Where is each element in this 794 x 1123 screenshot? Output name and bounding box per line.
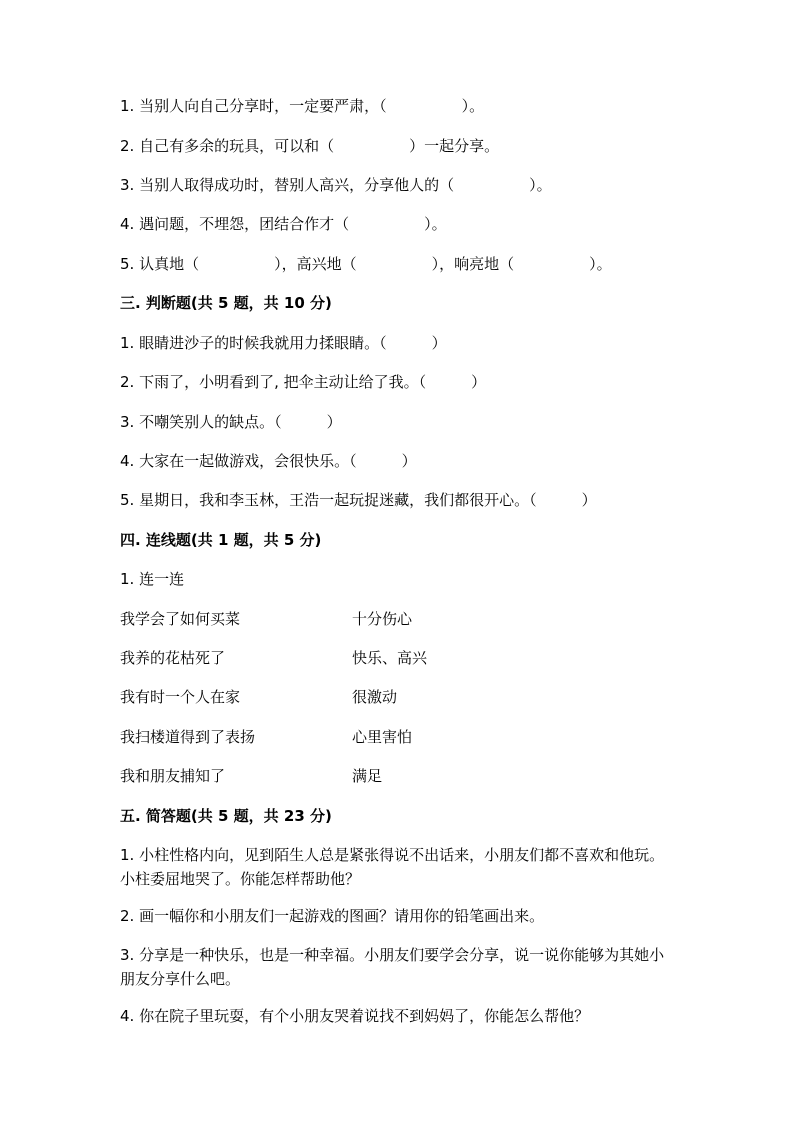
judge-item-4: 4. 大家在一起做游戏，会很快乐。（ ） (120, 452, 417, 470)
match-left-5: 我和朋友捕知了 (120, 767, 226, 785)
fill-in-item-3: 3. 当别人取得成功时，替别人高兴，分享他人的（ ）。 (120, 176, 552, 194)
match-left-2: 我养的花枯死了 (120, 649, 226, 667)
match-left-1: 我学会了如何买菜 (120, 610, 241, 628)
fill-in-item-2: 2. 自己有多余的玩具，可以和（ ）一起分享。 (120, 137, 500, 155)
short-answer-1: 1. 小柱性格内向，见到陌生人总是紧张得说不出话来，小朋友们都不喜欢和他玩。小柱委屈地哭了。你能怎样帮助他？ (120, 846, 665, 888)
short-answer-2: 2. 画一幅你和小朋友们一起游戏的图画？请用你的铅笔画出来。 (120, 907, 545, 925)
fill-in-item-5: 5. 认真地（ ），高兴地（ ），响亮地（ ）。 (120, 255, 612, 273)
section-5-title: 五. 简答题(共 5 题，共 23 分) (120, 807, 332, 825)
match-right-3: 很激动 (352, 688, 398, 706)
section-4-title: 四. 连线题(共 1 题，共 5 分) (120, 531, 322, 549)
match-left-3: 我有时一个人在家 (120, 688, 241, 706)
match-right-4: 心里害怕 (352, 728, 413, 746)
short-answer-4: 4. 你在院子里玩耍，有个小朋友哭着说找不到妈妈了，你能怎么帮他？ (120, 1007, 590, 1025)
match-question: 1. 连一连 (120, 570, 185, 588)
judge-item-5: 5. 星期日，我和李玉林，王浩一起玩捉迷藏，我们都很开心。（ ） (120, 491, 597, 509)
fill-in-item-4: 4. 遇问题，不埋怨，团结合作才（ ）。 (120, 215, 447, 233)
short-answer-3: 3. 分享是一种快乐，也是一种幸福。小朋友们要学会分享，说一说你能够为其她小朋友分享什么吧。 (120, 946, 665, 988)
section-3-title: 三. 判断题(共 5 题，共 10 分) (120, 294, 332, 312)
judge-item-1: 1. 眼睛进沙子的时候我就用力揉眼睛。（ ） (120, 334, 447, 352)
judge-item-3: 3. 不嘲笑别人的缺点。（ ） (120, 413, 342, 431)
match-right-1: 十分伤心 (352, 610, 413, 628)
judge-item-2: 2. 下雨了，小明看到了, 把伞主动让给了我。（ ） (120, 373, 487, 391)
match-right-2: 快乐、高兴 (352, 649, 428, 667)
match-left-4: 我扫楼道得到了表扬 (120, 728, 256, 746)
fill-in-item-1: 1. 当别人向自己分享时，一定要严肃，（ ）。 (120, 97, 485, 115)
match-right-5: 满足 (352, 767, 383, 785)
